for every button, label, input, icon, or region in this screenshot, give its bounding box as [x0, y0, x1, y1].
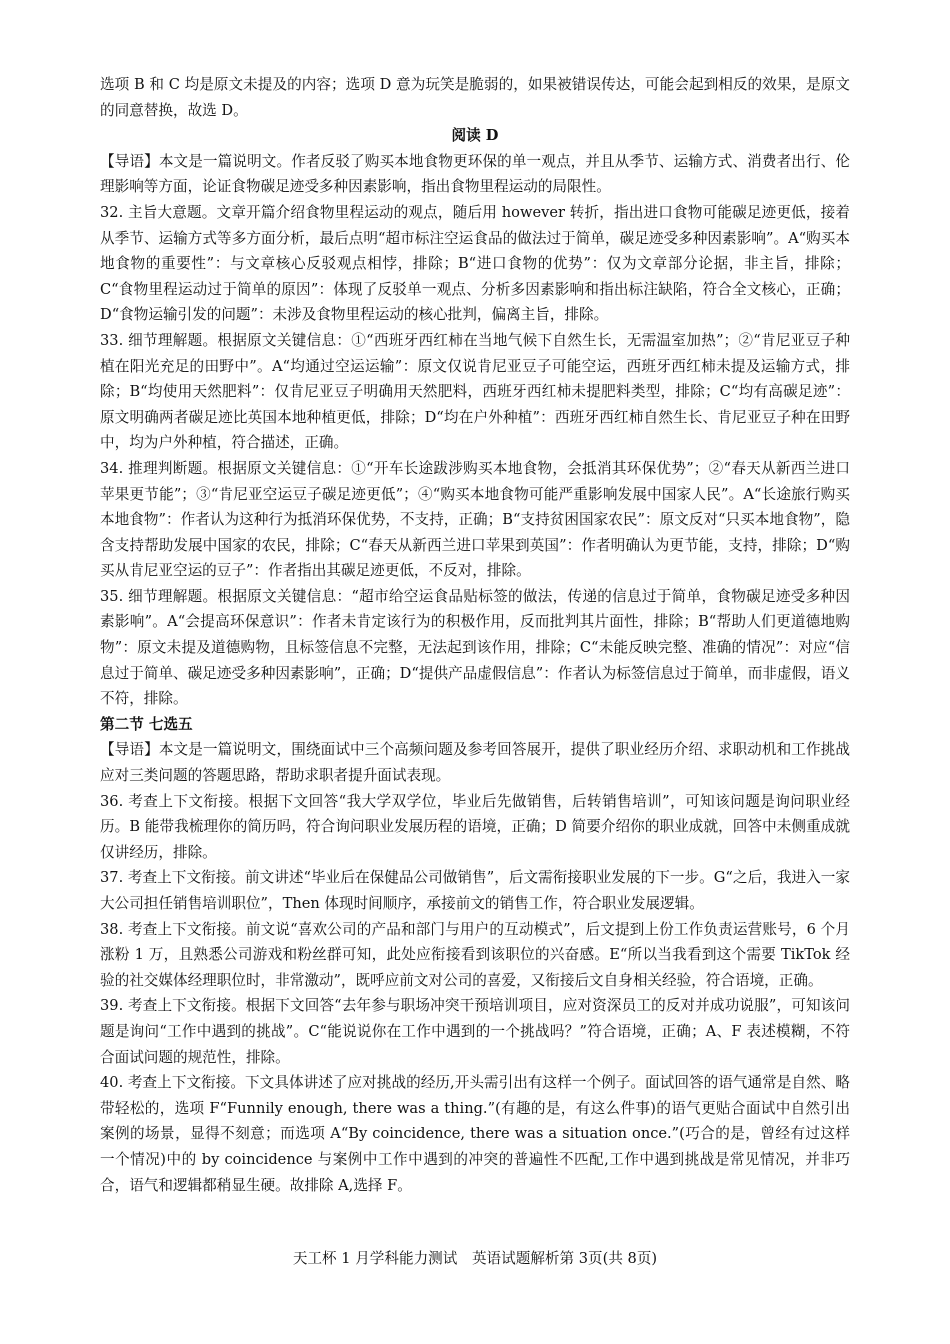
section-2-heading: 第二节 七选五 [100, 715, 193, 733]
answer-36: 36. 考查上下文衔接。根据下文回答“我大学双学位，毕业后先做销售，后转销售培训”，可知该问题是询问职业经历。B 能带我梳理你的简历吗，符合询问职业发展历程的语境，正确；D 简要介绍你的职业成就，回答中未侧重成就仅讲经历，排除。 [100, 792, 850, 861]
page-footer: 天工杯 1 月学科能力测试 英语试题解析第 3页(共 8页) [292, 1250, 658, 1267]
intro-paragraph: 选项 B 和 C 均是原文未提及的内容；选项 D 意为玩笑是脆弱的，如果被错误传达，可能会起到相反的效果，是原文的同意替换，故选 D。 [100, 76, 850, 119]
answer-37: 37. 考查上下文衔接。前文讲述“毕业后在保健品公司做销售”，后文需衔接职业发展的下一步。G“之后，我进入一家大公司担任销售培训职位”，Then 体现时间顺序，承接前文的销售工作，符合职业发展逻辑。 [100, 869, 850, 912]
answer-33: 33. 细节理解题。根据原文关键信息：①“西班牙西红柿在当地气候下自然生长，无需温室加热”；②“肯尼亚豆子种植在阳光充足的田野中”。A“均通过空运运输”：原文仅说肯尼亚豆子可能空运，西班牙西红柿未提及运输方式，排除；B“均使用天然肥料”：仅肯尼亚豆子明确用天然肥料，西班牙西红柿未提肥料类型，排除；C“均有高碳足迹”：原文明确两者碳足迹比英国本地种植更低，排除；D“均在户外种植”：西班牙西红柿自然生长、肯尼亚豆子种在田野中，均为户外种植，符合描述，正确。 [100, 331, 850, 452]
answer-38: 38. 考查上下文衔接。前文说“喜欢公司的产品和部门与用户的互动模式”，后文提到上份工作负责运营账号，6 个月涨粉 1 万，且熟悉公司游戏和粉丝群可知，此处应衔接看到该职位的兴奋感。E“所以当我看到这个需要 TikTok 经验的社交媒体经理职位时，非常激动”，既呼应前文对公司的喜爱，又衔接后文自身相关经验，符合语境，正确。 [100, 920, 850, 989]
section-2-guide: 【导语】本文是一篇说明文，围绕面试中三个高频问题及参考回答展开，提供了职业经历介绍、求职动机和工作挑战应对三类问题的答题思路，帮助求职者提升面试表现。 [100, 741, 850, 785]
answer-32: 32. 主旨大意题。文章开篇介绍食物里程运动的观点，随后用 however 转折，指出进口食物可能碳足迹更低，接着从季节、运输方式等多方面分析，最后点明“超市标注空运食品的做法过于简单，碳足迹受多种因素影响”。A“购买本地食物的重要性”：与文章核心反驳观点相悖，排除；B“进口食物的优势”：仅为文章部分论据，非主旨，排除；C“食物里程运动过于简单的原因”：体现了反驳单一观点、分析多因素影响和指出标注缺陷，符合全文核心，正确；D“食物运输引发的问题”：未涉及食物里程运动的核心批判，偏离主旨，排除。 [100, 203, 850, 324]
answer-34: 34. 推理判断题。根据原文关键信息：①“开车长途跋涉购买本地食物，会抵消其环保优势”；②“春天从新西兰进口苹果更节能”；③“肯尼亚空运豆子碳足迹更低”；④“购买本地食物可能严重影响发展中国家人民”。A“长途旅行购买本地食物”：作者认为这种行为抵消环保优势，不支持，正确；B“支持贫困国家农民”：原文反对“只买本地食物”，隐含支持帮助发展中国家的农民，排除；C“春天从新西兰进口苹果到英国”：作者明确认为更节能，支持，排除；D“购买从肯尼亚空运的豆子”：作者指出其碳足迹更低，不反对，排除。 [100, 459, 850, 580]
reading-d-guide: 【导语】本文是一篇说明文。作者反驳了购买本地食物更环保的单一观点，并且从季节、运输方式、消费者出行、伦理影响等方面，论证食物碳足迹受多种因素影响，指出食物里程运动的局限性。 [100, 152, 850, 196]
answer-35: 35. 细节理解题。根据原文关键信息：“超市给空运食品贴标签的做法，传递的信息过于简单，食物碳足迹受多种因素影响”。A“会提高环保意识”：作者未肯定该行为的积极作用，反而批判其片面性，排除；B“帮助人们更道德地购物”：原文未提及道德购物，且标签信息不完整，无法起到该作用，排除；C“未能反映完整、准确的情况”：对应“信息过于简单、碳足迹受多种因素影响”，正确；D“提供产品虚假信息”：作者认为标签信息过于简单，而非虚假，语义不符，排除。 [100, 587, 850, 708]
reading-d-heading: 阅读 D [451, 127, 499, 145]
answer-40: 40. 考查上下文衔接。下文具体讲述了应对挑战的经历,开头需引出有这样一个例子。面试回答的语气通常是自然、略带轻松的，选项 F“Funnily enough, there was a thing.”(有趣的是，有这么件事)的语气更贴合面试中自然引出案例的场景，显得不刻意；而选项 A“By coincidence, there was a situation once.”(巧合的是，曾经有过这样一个情况)中的 by coincidence 与案例中工作中遇到的冲突的普遍性不匹配,工作中遇到挑战是常见情况，并非巧合，语气和逻辑都稍显生硬。故排除 A,选择 F。 [100, 1074, 850, 1194]
answer-39: 39. 考查上下文衔接。根据下文回答“去年参与职场冲突干预培训项目，应对资深员工的反对并成功说服”，可知该问题是询问“工作中遇到的挑战”。C“能说说你在工作中遇到的一个挑战吗？”符合语境，正确；A、F 表述模糊，不符合面试问题的规范性，排除。 [100, 997, 850, 1066]
